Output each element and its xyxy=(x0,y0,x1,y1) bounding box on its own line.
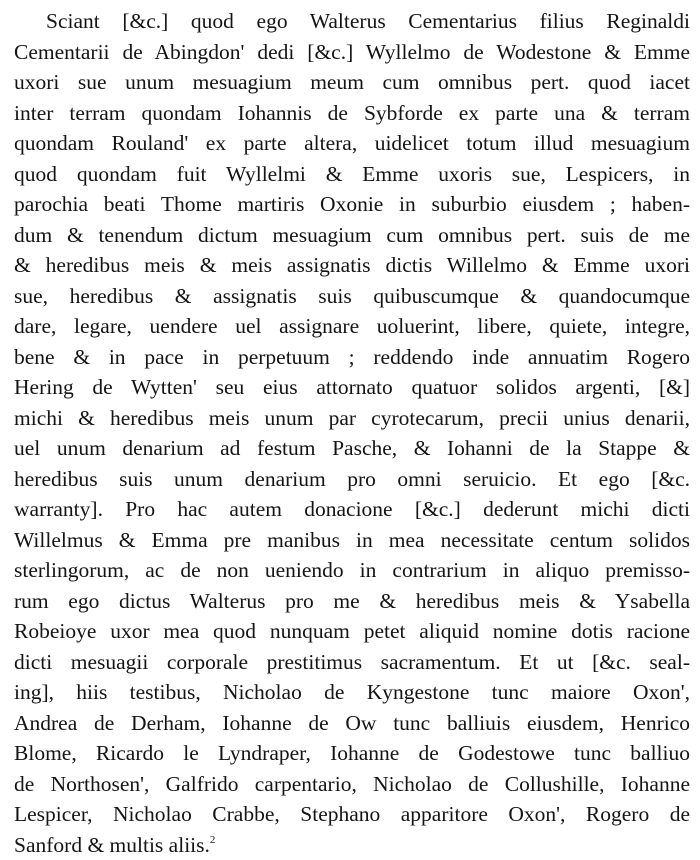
charter-text xyxy=(14,6,690,860)
text-line: Lespicer, Nicholao Crabbe, Stephano apparitore Oxon', Rogero de xyxy=(14,799,690,830)
text-line: Sciant [&c.] quod ego Walterus Cementarius filius Reginaldi xyxy=(14,6,690,37)
text-line: Blome, Ricardo le Lyndraper, Iohanne de Godestowe tunc balliuo xyxy=(14,738,690,769)
text-line: michi & heredibus meis unum par cyrotecarum, precii unius denarii, xyxy=(14,403,690,434)
text-line: Cementarii de Abingdon' dedi [&c.] Wyllelmo de Wodestone & Emme xyxy=(14,37,690,68)
text-line: bene & in pace in perpetuum ; reddendo inde annuatim Rogero xyxy=(14,342,690,373)
text-line: dicti mesuagii corporale prestitimus sacramentum. Et ut [&c. seal- xyxy=(14,647,690,678)
text-line: warranty]. Pro hac autem donacione [&c.] dederunt michi dicti xyxy=(14,494,690,525)
text-line: quod quondam fuit Wyllelmi & Emme uxoris sue, Lespicers, in xyxy=(14,159,690,190)
text-line: dum & tenendum dictum mesuagium cum omnibus pert. suis de me xyxy=(14,220,690,251)
text-line: sue, heredibus & assignatis suis quibuscumque & quandocumque xyxy=(14,281,690,312)
text-line: inter terram quondam Iohannis de Sybforde ex parte una & terram xyxy=(14,98,690,129)
text-line: Andrea de Derham, Iohanne de Ow tunc balliuis eiusdem, Henrico xyxy=(14,708,690,739)
text-line: Willelmus & Emma pre manibus in mea necessitate centum solidos xyxy=(14,525,690,556)
text-line: dare, legare, uendere uel assignare uoluerint, libere, quiete, integre, xyxy=(14,311,690,342)
last-line-text: Sanford & multis aliis. xyxy=(14,833,210,857)
text-line: ing], hiis testibus, Nicholao de Kyngestone tunc maiore Oxon', xyxy=(14,677,690,708)
text-line: sterlingorum, ac de non ueniendo in contrarium in aliquo premisso- xyxy=(14,555,690,586)
text-line: quondam Rouland' ex parte altera, uidelicet totum illud mesuagium xyxy=(14,128,690,159)
text-line: Robeioye uxor mea quod nunquam petet aliquid nomine dotis racione xyxy=(14,616,690,647)
text-line: uxori sue unum mesuagium meum cum omnibus pert. quod iacet xyxy=(14,67,690,98)
text-line: de Northosen', Galfrido carpentario, Nicholao de Collushille, Iohanne xyxy=(14,769,690,800)
text-line: Hering de Wytten' seu eius attornato quatuor solidos argenti, [&] xyxy=(14,372,690,403)
text-line: & heredibus meis & meis assignatis dictis Willelmo & Emme uxori xyxy=(14,250,690,281)
text-line: uel unum denarium ad festum Pasche, & Iohanni de la Stappe & xyxy=(14,433,690,464)
text-line-last xyxy=(14,830,690,860)
footnote-marker: 2 xyxy=(210,834,216,846)
text-line: heredibus suis unum denarium pro omni seruicio. Et ego [&c. xyxy=(14,464,690,495)
text-line: rum ego dictus Walterus pro me & heredibus meis & Ysabella xyxy=(14,586,690,617)
text-line: parochia beati Thome martiris Oxonie in suburbio eiusdem ; haben- xyxy=(14,189,690,220)
